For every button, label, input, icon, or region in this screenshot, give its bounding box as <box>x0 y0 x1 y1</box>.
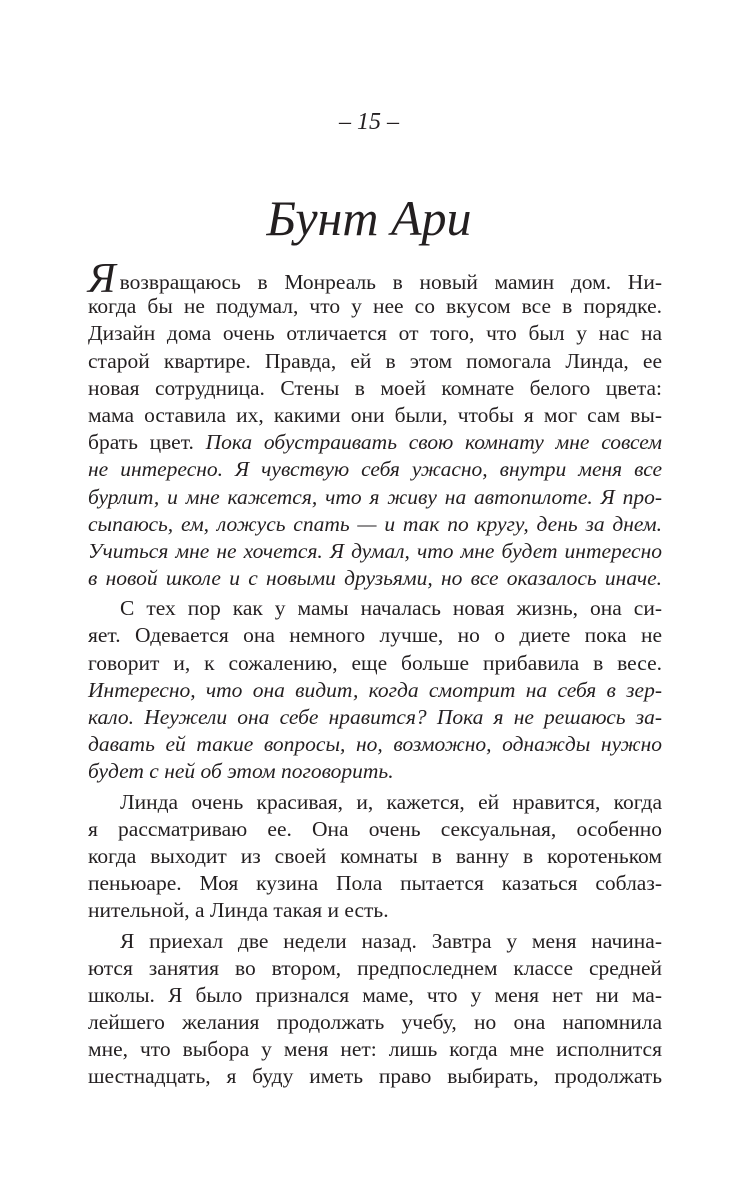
text-line: пеньюаре. Моя кузина Пола пытается казаться соблаз- <box>88 871 662 896</box>
text-line: когда бы не подумал, что у нее со вкусом все в порядке. <box>88 294 662 319</box>
text-line: мама оставила их, какими они были, чтобы я мог сам вы- <box>88 402 662 427</box>
chapter-title: Бунт Ари <box>266 190 472 246</box>
text-line: кало. Неужели она себе нравится? Пока я не решаюсь за- <box>88 705 662 729</box>
text-line: Явозвращаюсь в Монреаль в новый мамин дом. Ни- <box>88 256 662 302</box>
text-line: нительной, а Линда такая и есть. <box>88 898 389 923</box>
paragraph-3 <box>88 789 662 925</box>
text-line: Учиться мне не хочется. Я думал, что мне будет интересно <box>88 538 662 563</box>
text-line: С тех пор как у мамы началась новая жизнь, она си- <box>120 596 662 621</box>
drop-cap: Я <box>88 256 116 302</box>
text-line: не интересно. Я чувствую себя ужасно, внутри меня все <box>88 457 662 482</box>
text-line: новая сотрудница. Стены в моей комнате белого цвета: <box>88 375 662 400</box>
text-line: бурлит, и мне кажется, что я живу на автопилоте. Я про- <box>88 484 662 509</box>
text-line: мне, что выбора у меня нет: лишь когда мне исполнится <box>88 1037 662 1062</box>
chapter-body <box>88 256 663 1091</box>
page-number: – 15 – <box>339 109 399 135</box>
text-line: брать цвет. Пока обустраивать свою комнату мне совсем <box>88 430 663 455</box>
text-line: старой квартире. Правда, ей в этом помогала Линда, ее <box>88 348 662 373</box>
text-line: Дизайн дома очень отличается от того, что был у нас на <box>88 321 662 346</box>
paragraph-1 <box>88 256 663 592</box>
paragraph-2 <box>88 595 662 785</box>
text-line: школы. Я было признался маме, что у меня нет ни ма- <box>88 982 662 1007</box>
text-line: будет с ней об этом поговорить. <box>88 759 394 784</box>
paragraph-4 <box>88 928 662 1091</box>
text-line: Линда очень красивая, и, кажется, ей нравится, когда <box>120 789 662 814</box>
text-line: шестнадцать, я буду иметь право выбирать, продолжать <box>88 1064 662 1089</box>
text-line: сыпаюсь, ем, ложусь спать — и так по кругу, день за днем. <box>88 511 662 536</box>
text-line: когда выходит из своей комнаты в ванну в коротеньком <box>88 843 662 868</box>
text-line: яет. Одевается она немного лучше, но о диете пока не <box>88 623 662 648</box>
text-line: в новой школе и с новыми друзьями, но все оказалось иначе. <box>88 566 662 591</box>
text-line: давать ей такие вопросы, но, возможно, однажды нужно <box>88 732 662 757</box>
text-line: лейшего желания продолжать учебу, но она напомнила <box>88 1010 662 1035</box>
text-line: я рассматриваю ее. Она очень сексуальная, особенно <box>88 816 662 841</box>
text-line: говорит и, к сожалению, еще больше прибавила в весе. <box>88 650 662 675</box>
text-line: Интересно, что она видит, когда смотрит на себя в зер- <box>88 677 662 702</box>
text-line: Я приехал две недели назад. Завтра у меня начина- <box>120 928 662 953</box>
text-line: ются занятия во втором, предпоследнем классе средней <box>88 955 662 980</box>
